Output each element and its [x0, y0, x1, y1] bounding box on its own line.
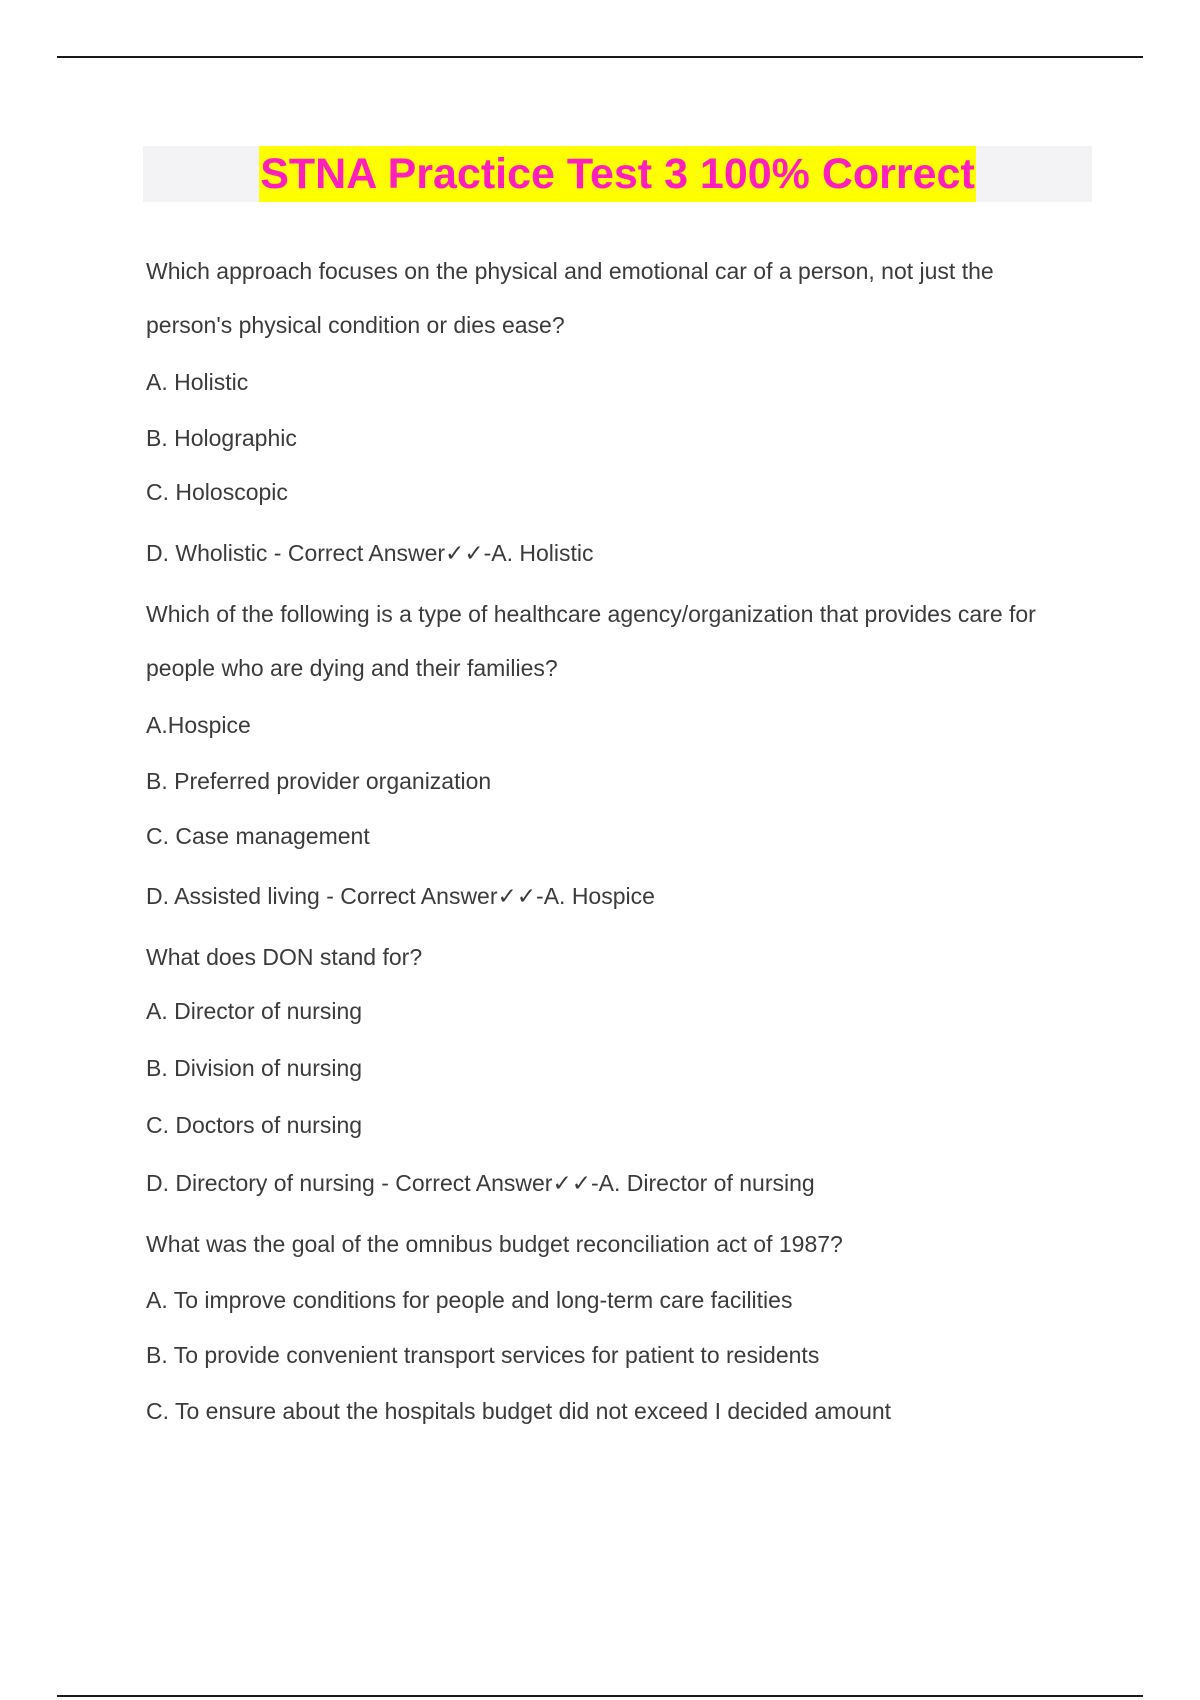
- question-3-option-b: B. Division of nursing: [146, 1055, 363, 1081]
- question-2-option-a: A.Hospice: [146, 712, 251, 738]
- question-2-stem-line-1: Which of the following is a type of healthcare agency/organization that provides care for: [146, 601, 1036, 627]
- question-1-stem-line-2: person's physical condition or dies ease?: [146, 312, 565, 338]
- question-2-option-d-answer: D. Assisted living - Correct Answer✓✓-A. Hospice: [146, 883, 655, 909]
- question-2-option-b: B. Preferred provider organization: [146, 768, 492, 794]
- question-4-option-c: C. To ensure about the hospitals budget did not exceed I decided amount: [146, 1398, 892, 1424]
- question-1-stem-line-1: Which approach focuses on the physical and emotional car of a person, not just the: [146, 258, 994, 284]
- page-title: STNA Practice Test 3 100% Correct: [259, 146, 976, 202]
- question-1-option-a: A. Holistic: [146, 369, 249, 395]
- question-1-option-c: C. Holoscopic: [146, 479, 288, 505]
- question-4-option-b: B. To provide convenient transport services for patient to residents: [146, 1342, 820, 1368]
- header-rule: [57, 56, 1143, 58]
- question-3-option-a: A. Director of nursing: [146, 998, 363, 1024]
- question-3-option-c: C. Doctors of nursing: [146, 1112, 363, 1138]
- footer-rule: [57, 1695, 1143, 1697]
- question-1-option-d-answer: D. Wholistic - Correct Answer✓✓-A. Holistic: [146, 540, 594, 566]
- question-4-stem: What was the goal of the omnibus budget reconciliation act of 1987?: [146, 1231, 843, 1257]
- question-4-option-a: A. To improve conditions for people and long-term care facilities: [146, 1287, 793, 1313]
- question-1-option-b: B. Holographic: [146, 425, 297, 451]
- question-3-stem: What does DON stand for?: [146, 944, 423, 970]
- question-2-option-c: C. Case management: [146, 823, 370, 849]
- question-3-option-d-answer: D. Directory of nursing - Correct Answer✓✓-A. Director of nursing: [146, 1170, 815, 1196]
- question-2-stem-line-2: people who are dying and their families?: [146, 655, 558, 681]
- title-band: [143, 146, 1092, 202]
